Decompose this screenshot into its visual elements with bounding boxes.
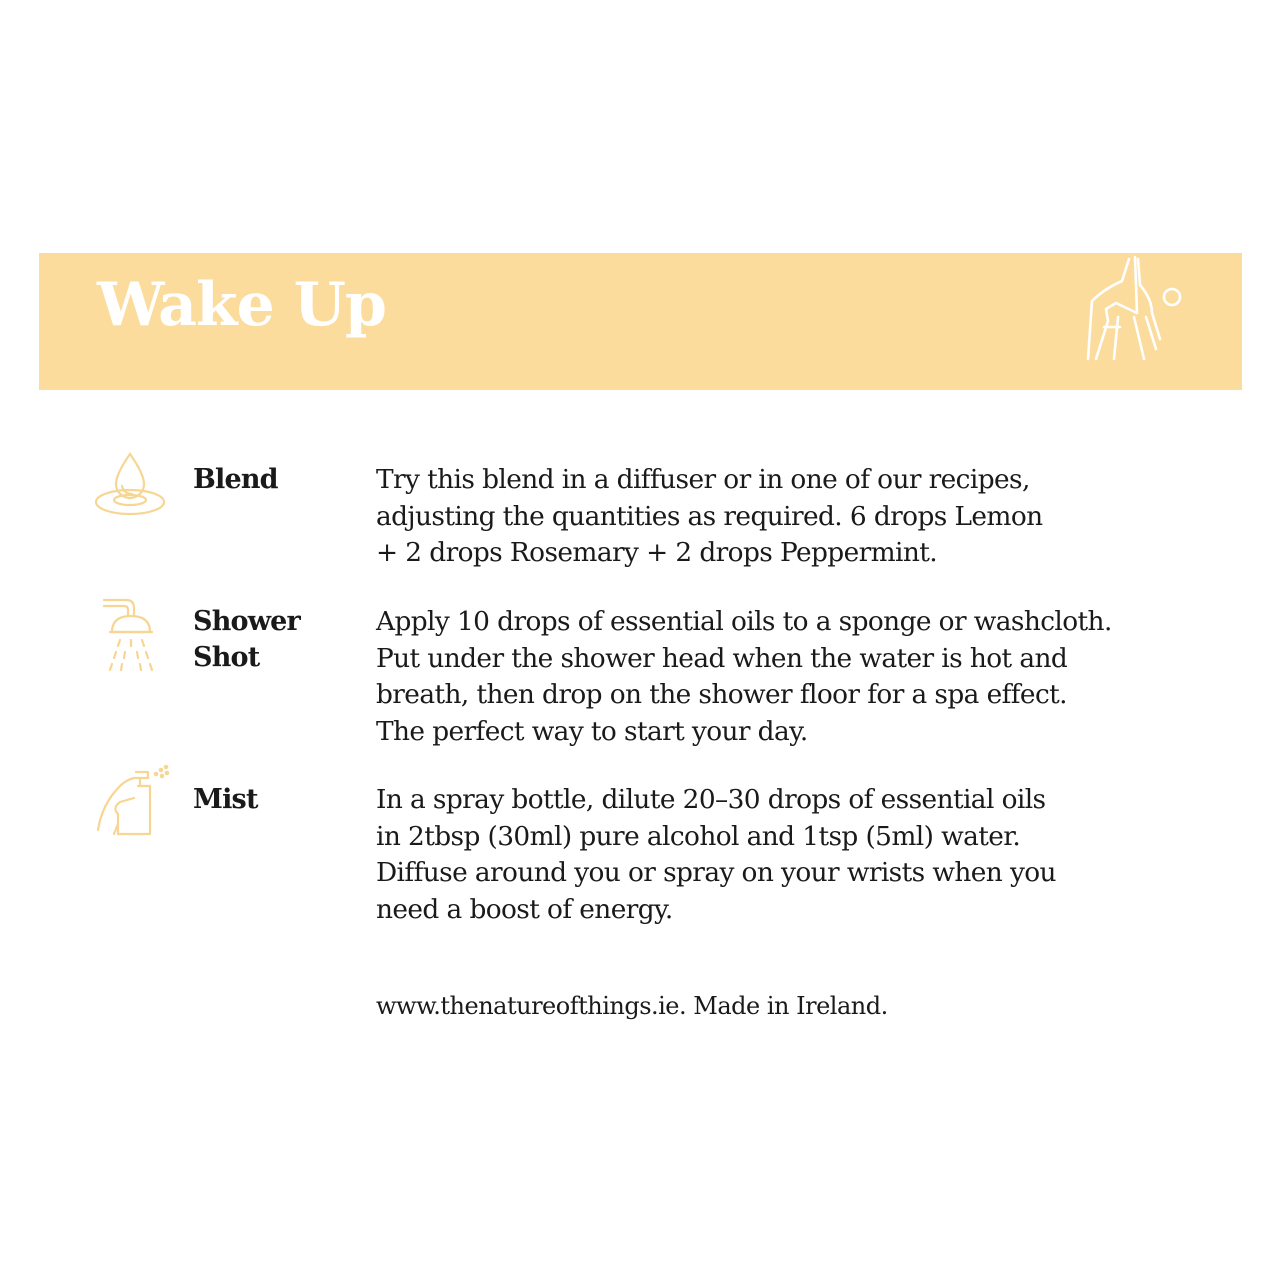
shower-shot-label: Shower Shot	[193, 606, 300, 673]
page-title: Wake Up	[97, 270, 386, 340]
spray-bottle-icon	[94, 764, 174, 844]
blend-text: Try this blend in a diffuser or in one of our recipes, adjusting the quantities as required. 6 drops Lemon + 2 drops Rosemary + 2 drops Peppermint.	[376, 464, 1043, 568]
oil-drop-icon	[92, 450, 172, 530]
mist-text: In a spray bottle, dilute 20–30 drops of essential oils in 2tbsp (30ml) pure alcohol and 1tsp (5ml) water. Diffuse around you or spray on your wrists when you need a boost of energy.	[376, 784, 1056, 925]
footer-text: www.thenatureofthings.ie. Made in Ireland.	[376, 992, 888, 1020]
shower-shot-text: Apply 10 drops of essential oils to a sponge or washcloth. Put under the shower head when the water is hot and breath, then drop on the shower floor for a spa effect. The perfect way to start your day.	[376, 606, 1112, 747]
blend-label: Blend	[193, 464, 278, 495]
mist-label: Mist	[193, 784, 258, 815]
shower-head-icon	[100, 596, 180, 676]
woman-stretching-icon	[1082, 255, 1186, 367]
title-banner	[39, 253, 1242, 390]
